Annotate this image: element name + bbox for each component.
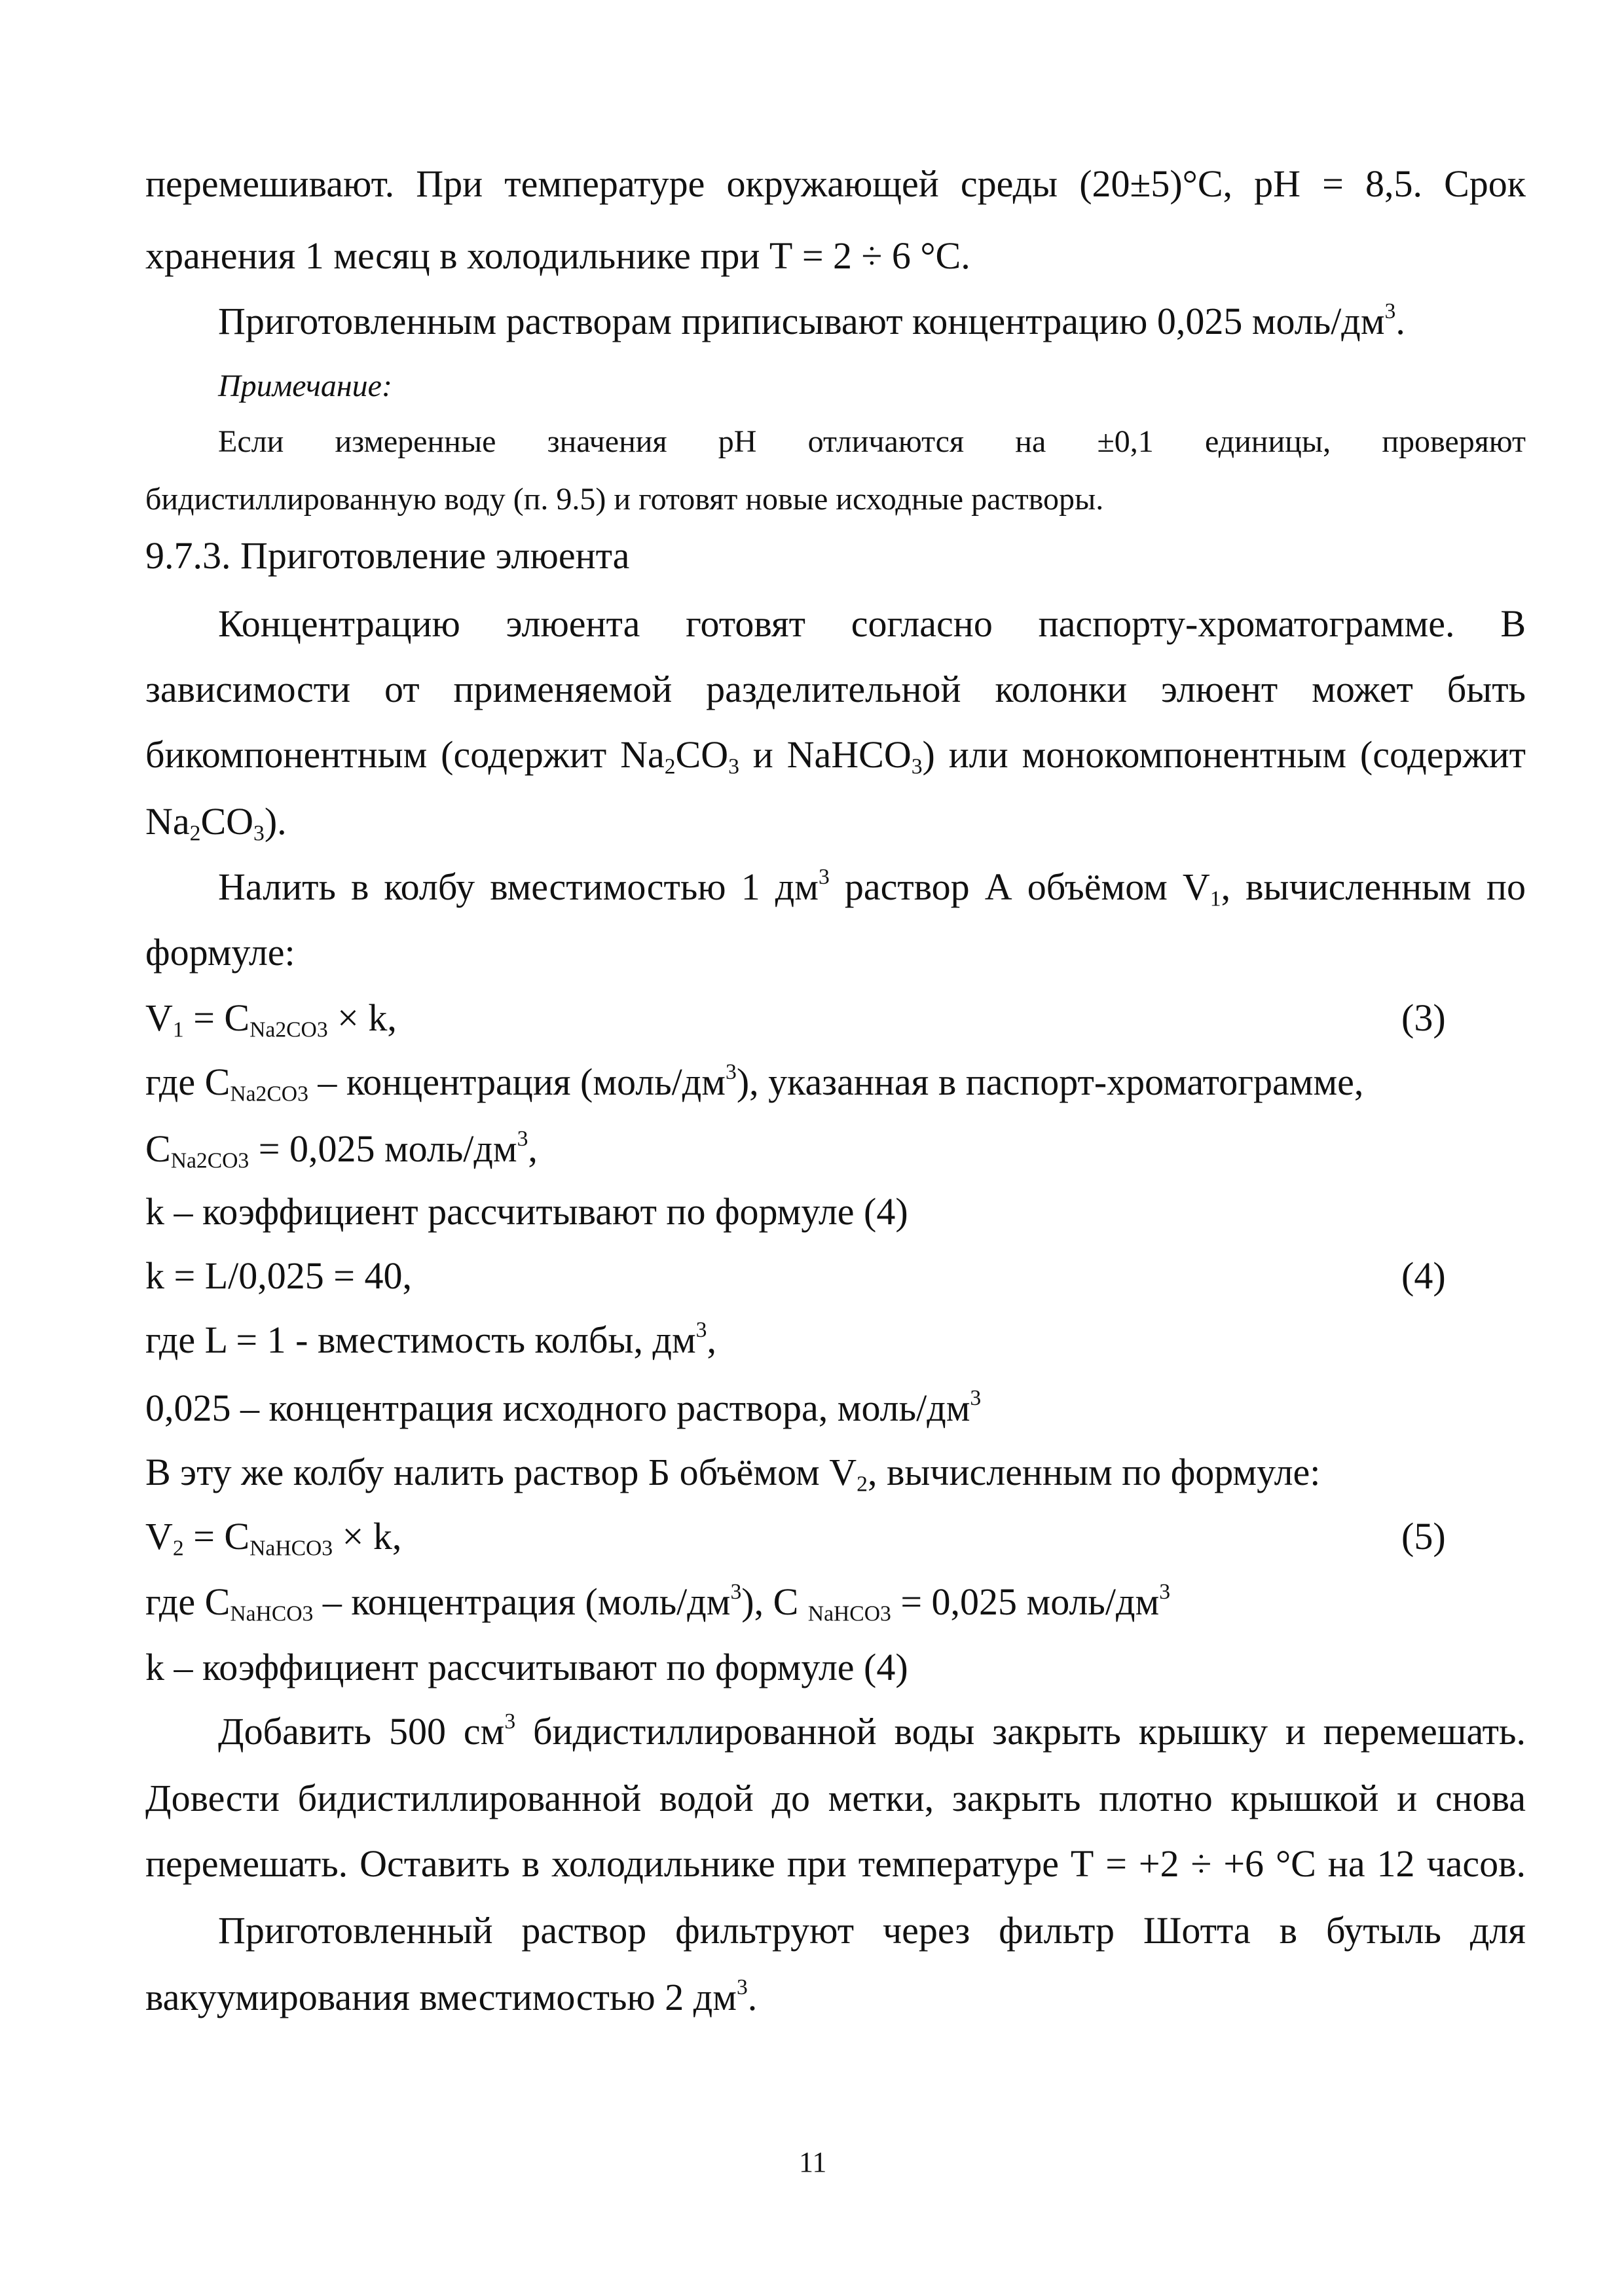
paragraph-line: зависимости от применяемой разделительной колонки элюент может быть bbox=[145, 668, 1526, 710]
note-line: Если измеренные значения рН отличаются на ±0,1 единицы, проверяют bbox=[218, 424, 1526, 459]
paragraph-line: Довести бидистиллированной водой до метки, закрыть плотно крышкой и снова bbox=[145, 1777, 1526, 1819]
definition-line: k – коэффициент рассчитывают по формуле (4) bbox=[145, 1190, 908, 1233]
definition-line: где L = 1 - вместимость колбы, $дм^3$, bbox=[145, 1317, 716, 1361]
paragraph-line: Приготовленным растворам приписывают концентрацию 0,025 моль/$дм^3$. bbox=[218, 299, 1405, 342]
paragraph-line: формуле: bbox=[145, 931, 295, 974]
formula-4: k = L/0,025 = 40, bbox=[145, 1254, 412, 1297]
equation-number: (4) bbox=[1401, 1254, 1446, 1297]
formula-3: $V_1 = C_{Na2CO3} \times k$, bbox=[145, 996, 397, 1042]
equation-number: (3) bbox=[1401, 996, 1446, 1039]
paragraph-line: Концентрацию элюента готовят согласно паспорту-хроматограмме. В bbox=[218, 602, 1526, 645]
paragraph-line: Добавить 500 $см^3$ бидистиллированной воды закрыть крышку и перемешать. bbox=[218, 1709, 1526, 1753]
paragraph-line: Приготовленный раствор фильтруют через фильтр Шотта в бутыль для bbox=[218, 1909, 1526, 1952]
paragraph-line: Налить в колбу вместимостью 1 $дм^3$ раствор А объёмом $V_1$, вычисленным по bbox=[218, 864, 1526, 911]
definition-line: $C_{Na2CO3} = 0,025$ моль/$дм^3$, bbox=[145, 1126, 538, 1173]
formula-5: $V_2 = C_{NaHCO3} \times k$, bbox=[145, 1515, 402, 1561]
page-number: 11 bbox=[799, 2146, 827, 2178]
definition-line: 0,025 – концентрация исходного раствора, моль/$дм^3$ bbox=[145, 1385, 982, 1429]
paragraph-line: бикомпонентным (содержит $Na_2CO_3$ и NaHCO$_3$) или монокомпонентным (содержит bbox=[145, 733, 1526, 779]
paragraph-line: вакуумирования вместимостью 2 $дм^3$. bbox=[145, 1975, 758, 2018]
note-title: Примечание: bbox=[218, 369, 392, 403]
note-line: бидистиллированную воду (п. 9.5) и готовят новые исходные растворы. bbox=[145, 482, 1104, 517]
paragraph-line: хранения 1 месяц в холодильнике при Т = 2 ÷ 6 °С. bbox=[145, 234, 970, 277]
definition-line: k – коэффициент рассчитывают по формуле (4) bbox=[145, 1646, 908, 1688]
paragraph-line: $Na_2CO_3$). bbox=[145, 800, 287, 846]
equation-number: (5) bbox=[1401, 1515, 1446, 1558]
section-heading: 9.7.3. Приготовление элюента bbox=[145, 534, 630, 577]
definition-line: где $C_{NaHCO3}$ – концентрация $(моль/дм^3)$, C $_{NaHCO3}$ = 0,025 моль/$дм^3$ bbox=[145, 1579, 1170, 1626]
paragraph-line: перемешать. Оставить в холодильнике при температуре Т = +2 ÷ +6 °С на 12 часов. bbox=[145, 1842, 1526, 1885]
definition-line: где $C_{Na2CO3}$ – концентрация $(моль/дм^3)$, указанная в паспорт-хроматограмме, bbox=[145, 1059, 1364, 1106]
paragraph-line: В эту же колбу налить раствор Б объёмом $V_2$, вычисленным по формуле: bbox=[145, 1451, 1321, 1497]
paragraph-line: перемешивают. При температуре окружающей среды (20±5)°С, рН = 8,5. Срок bbox=[145, 162, 1526, 205]
